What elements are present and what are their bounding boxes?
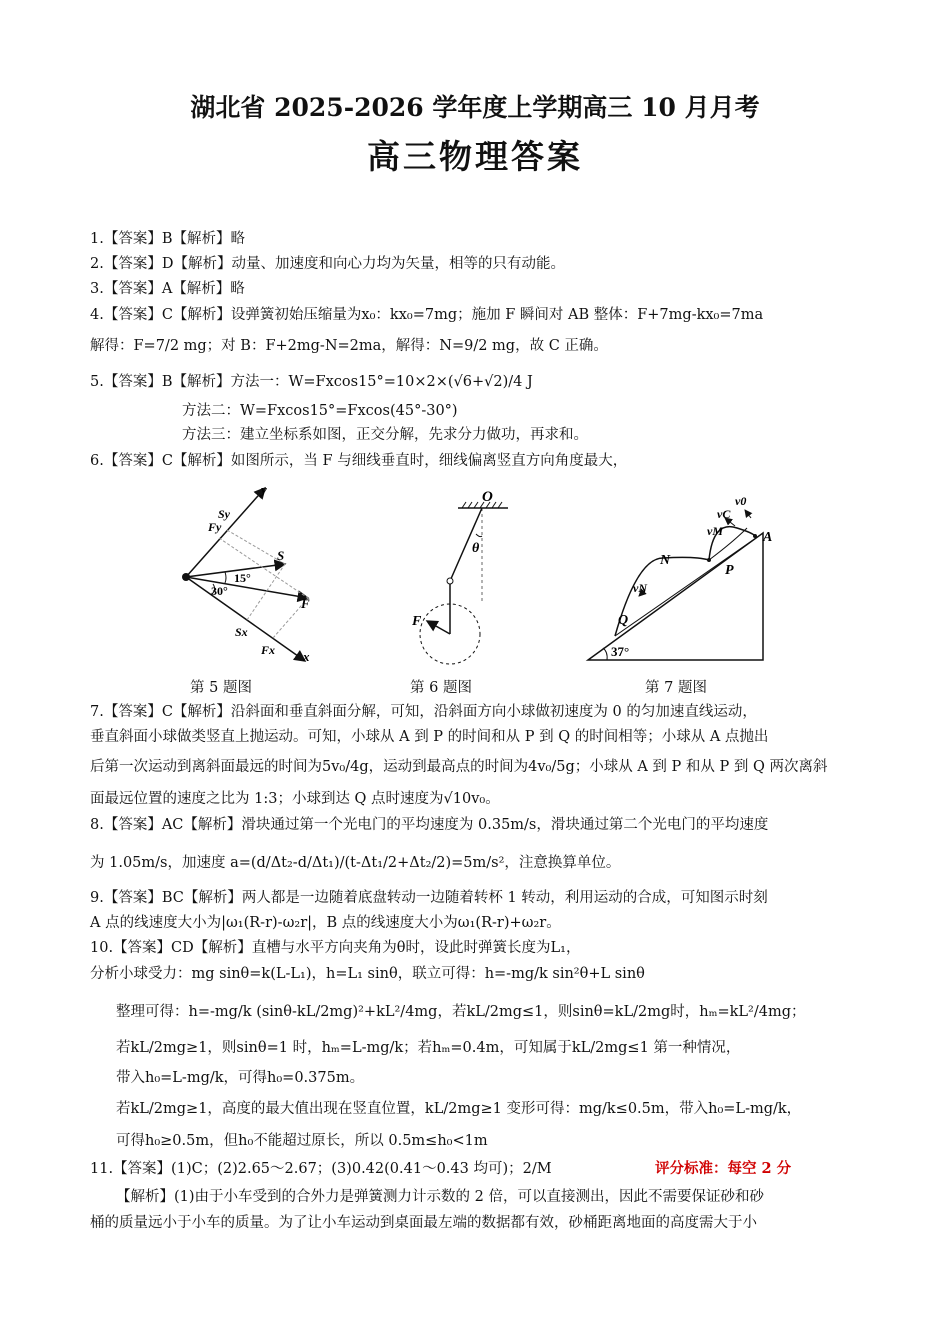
answer-q4-line2: 解得：F=7/2 mg；对 B：F+2mg-N=2ma，解得：N=9/2 mg，故 C 正确。 <box>90 338 608 354</box>
scoring-standard: 评分标准：每空 2 分 <box>655 1160 792 1177</box>
answer-q6: 6.【答案】C【解析】如图所示，当 F 与细线垂直时，细线偏离竖直方向角度最大， <box>90 453 628 469</box>
fig5-label-x: x <box>303 649 310 664</box>
fig6-label-o: O <box>482 489 493 505</box>
answer-q7-line3: 后第一次运动到离斜面最远的时间为5v₀/4g，运动到最高点的时间为4v₀/5g；小球从 A 到 P 和从 P 到 Q 两次离斜 <box>90 759 828 775</box>
answer-q7-line2: 垂直斜面小球做类竖直上抛运动。可知，小球从 A 到 P 的时间和从 P 到 Q 的时间相等；小球从 A 点抛出 <box>90 729 769 745</box>
fig6-label-theta: θ <box>472 541 480 556</box>
answer-q10-line1: 10.【答案】CD【解析】直槽与水平方向夹角为θ时，设此时弹簧长度为L₁， <box>90 940 581 956</box>
fig7-label-vn: vN <box>633 581 647 595</box>
figure-6-pendulum-diagram <box>410 488 510 670</box>
answer-q8-line1: 8.【答案】AC【解析】滑块通过第一个光电门的平均速度为 0.35m/s，滑块通过第二个光电门的平均速度 <box>90 817 769 833</box>
fig5-label-f: F <box>301 596 310 611</box>
answer-title: 高三物理答案 <box>367 137 583 176</box>
answer-q5-line3: 方法三：建立坐标系如图，正交分解，先求分力做功，再求和。 <box>182 427 588 443</box>
answer-q2: 2.【答案】D【解析】动量、加速度和向心力均为矢量，相等的只有动能。 <box>90 256 565 272</box>
answer-q11-line3: 桶的质量远小于小车的质量。为了让小车运动到桌面最左端的数据都有效，砂桶距离地面的高度需大于小 <box>90 1215 757 1231</box>
answer-q9-line1: 9.【答案】BC【解析】两人都是一边随着底盘转动一边随着转杯 1 转动，利用运动的合成，可知图示时刻 <box>90 890 768 906</box>
answer-q10-line3: 整理可得：h=-mg/k (sinθ-kL/2mg)²+kL²/4mg，若kL/2mg≤1，则sinθ=kL/2mg时，hₘ=kL²/4mg； <box>116 1004 806 1020</box>
answer-q7-line4: 面最远位置的速度之比为 1:3；小球到达 Q 点时速度为√10v₀。 <box>90 791 500 807</box>
fig7-label-a: A <box>763 530 773 545</box>
figure-7-projectile-incline-diagram <box>585 488 785 666</box>
fig7-label-p: P <box>725 563 734 578</box>
figure-7-caption: 第 7 题图 <box>645 680 707 696</box>
figure-5-caption: 第 5 题图 <box>190 680 252 696</box>
fig5-label-s: S <box>277 548 285 563</box>
answer-q3: 3.【答案】A【解析】略 <box>90 281 245 297</box>
fig5-label-sy: Sy <box>218 507 230 521</box>
answer-q5-line1: 5.【答案】B【解析】方法一：W=Fxcos15°=10×2×(√6+√2)/4 J <box>90 374 533 390</box>
fig5-angle-15: 15° <box>234 571 251 585</box>
fig7-label-v0: v0 <box>735 494 747 508</box>
figure-5-force-diagram <box>155 478 330 668</box>
answer-q10-line2: 分析小球受力：mg sinθ=k(L-L₁)，h=L₁ sinθ，联立可得：h=-mg/k sin²θ+L sinθ <box>90 966 645 982</box>
answer-q10-line4: 若kL/2mg≥1，则sinθ=1 时，hₘ=L-mg/k；若hₘ=0.4m，可知属于kL/2mg≤1 第一种情况， <box>116 1040 741 1056</box>
answer-q8-line2: 为 1.05m/s，加速度 a=(d/Δt₂-d/Δt₁)/(t-Δt₁/2+Δt₂/2)=5m/s²，注意换算单位。 <box>90 855 621 871</box>
fig5-label-fx: Fx <box>261 643 276 657</box>
fig7-label-vc: vC <box>717 507 731 521</box>
answer-q4-line1: 4.【答案】C【解析】设弹簧初始压缩量为x₀：kx₀=7mg；施加 F 瞬间对 AB 整体：F+7mg-kx₀=7ma <box>90 307 764 323</box>
fig5-label-sx: Sx <box>235 625 248 639</box>
answer-q11-line2: 【解析】(1)由于小车受到的合外力是弹簧测力计示数的 2 倍，可以直接测出，因此不需要保证砂和砂 <box>116 1189 764 1205</box>
fig5-angle-30: 30° <box>211 584 228 598</box>
fig7-angle-37: 37° <box>611 644 630 659</box>
answer-q10-line7: 可得h₀≥0.5m，但h₀不能超过原长，所以 0.5m≤h₀<1m <box>116 1133 488 1149</box>
answer-q10-line5: 带入h₀=L-mg/k，可得h₀=0.375m。 <box>116 1070 365 1086</box>
fig6-label-f: F <box>412 614 422 629</box>
answer-q1: 1.【答案】B【解析】略 <box>90 231 245 247</box>
fig7-label-vm: vM <box>707 524 723 538</box>
answer-q5-line2: 方法二：W=Fxcos15°=Fxcos(45°-30°) <box>182 403 458 419</box>
exam-title: 湖北省 2025-2026 学年度上学期高三 10 月月考 <box>190 93 760 122</box>
fig5-label-y: y <box>261 482 267 497</box>
fig5-label-fy: Fy <box>208 520 222 534</box>
answer-q11-line1: 11.【答案】(1)C；(2)2.65～2.67；(3)0.42(0.41～0.43 均可)；2/M <box>90 1161 552 1177</box>
fig7-label-q: Q <box>618 613 629 628</box>
answer-q10-line6: 若kL/2mg≥1，高度的最大值出现在竖直位置，kL/2mg≥1 变形可得：mg/k≤0.5m，带入h₀=L-mg/k， <box>116 1101 802 1117</box>
figure-6-caption: 第 6 题图 <box>410 680 472 696</box>
answer-q7-line1: 7.【答案】C【解析】沿斜面和垂直斜面分解，可知，沿斜面方向小球做初速度为 0 的匀加速直线运动， <box>90 704 757 720</box>
answer-q9-line2: A 点的线速度大小为|ω₁(R-r)-ω₂r|，B 点的线速度大小为ω₁(R-r)+ω₂r。 <box>90 915 561 931</box>
fig7-label-n: N <box>660 553 671 568</box>
